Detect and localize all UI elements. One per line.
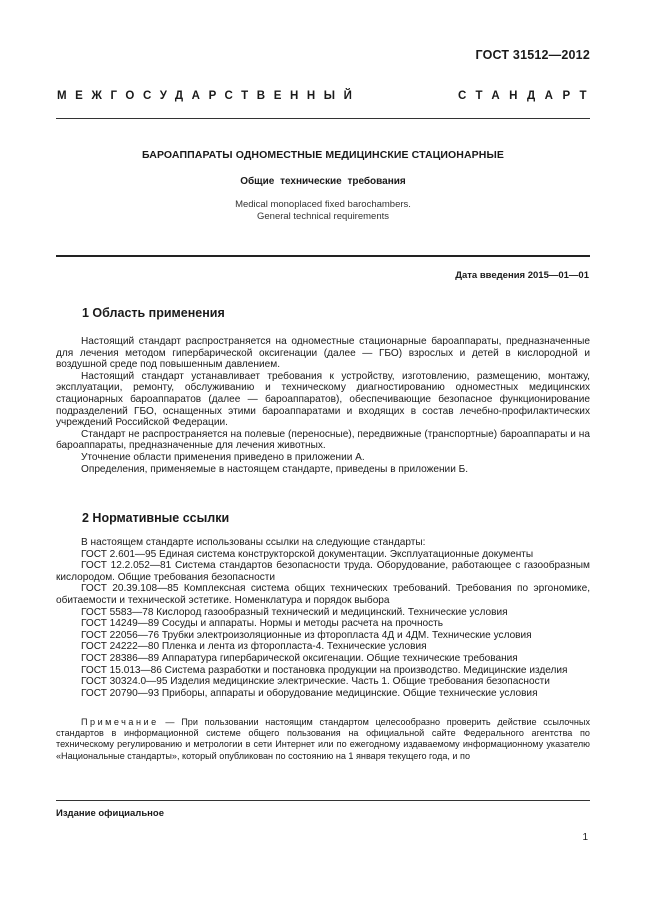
banner-interstate: МЕЖГОСУДАРСТВЕННЫЙ xyxy=(57,90,361,102)
reference-item: ГОСТ 22056—76 Трубки электроизоляционные из фторопласта 4Д и 4ДМ. Технические условия xyxy=(81,629,532,641)
english-title-line-2: General technical requirements xyxy=(256,211,389,222)
reference-item: ГОСТ 24222—80 Пленка и лента из фторопласта-4. Технические условия xyxy=(81,641,427,653)
reference-item: ГОСТ 28386—89 Аппаратура гипербарической оксигенации. Общие технические требования xyxy=(81,652,518,664)
section-body-scope xyxy=(56,336,590,475)
paragraph: Определения, применяемые в настоящем стандарте, приведены в приложении Б. xyxy=(81,463,469,475)
section-heading-references: 2 Нормативные ссылки xyxy=(82,511,230,525)
reference-item: ГОСТ 12.2.052—81 Система стандартов безопасности труда. Оборудование, работающее с газообразным кислородом. Общие требования безопасности xyxy=(56,560,590,583)
note-text: — При пользовании настоящим стандартом целесообразно проверить действие ссылочных стандартов в информационной системе общего пользования на официальной сайте Федерального агентства по техническому регулированию и метрологии в сети Интернет или по ежегодному издаваемому информационному указателю «Национальные стандарты», который опубликован по состоянию на 1 января текущего года, и по xyxy=(56,717,590,761)
page-number: 1 xyxy=(582,832,588,843)
reference-item: ГОСТ 30324.0—95 Изделия медицинские электрические. Часть 1. Общие требования безопасности xyxy=(81,676,550,688)
document-subtitle: Общие технические требования xyxy=(240,176,406,187)
official-edition-label: Издание официальное xyxy=(56,808,164,819)
paragraph: В настоящем стандарте использованы ссылки на следующие стандарты: xyxy=(81,537,426,548)
section-body-references xyxy=(56,537,590,699)
reference-item: ГОСТ 14249—89 Сосуды и аппараты. Нормы и методы расчета на прочность xyxy=(81,618,444,630)
document-title: БАРОАППАРАТЫ ОДНОМЕСТНЫЕ МЕДИЦИНСКИЕ СТАЦИОНАРНЫЕ xyxy=(142,149,504,161)
document-code: ГОСТ 31512—2012 xyxy=(475,48,590,62)
header-rule xyxy=(56,118,590,119)
reference-item: ГОСТ 15.013—86 Система разработки и постановка продукции на производство. Медицинские изделия xyxy=(81,664,568,676)
english-title-line-1: Medical monoplaced fixed barochambers. xyxy=(235,199,411,210)
banner-standard: СТАНДАРТ xyxy=(458,90,596,102)
reference-item: ГОСТ 20.39.108—85 Комплексная система общих технических требований. Требования по эргономике, обитаемости и технической эстетике. Номенклатура и порядок выбора xyxy=(56,583,590,606)
note xyxy=(56,717,590,762)
title-rule xyxy=(56,255,590,257)
paragraph: Настоящий стандарт распространяется на одноместные стационарные бароаппараты, предназначенные для лечения методом гипербарической оксигенации (далее — ГБО) взрослых и детей в кислородной и воздушной среде под повышенным давлением. xyxy=(56,336,590,371)
paragraph: Стандарт не распространяется на полевые (переносные), передвижные (транспортные) бароаппараты и на бароаппараты, предназначенные для лечения животных. xyxy=(56,428,590,452)
reference-item: ГОСТ 2.601—95 Единая система конструкторской документации. Эксплуатационные документы xyxy=(81,548,534,560)
section-heading-scope: 1 Область применения xyxy=(82,306,225,320)
note-label: Примечание xyxy=(81,717,159,727)
paragraph: Уточнение области применения приведено в приложении А. xyxy=(81,451,365,463)
paragraph: Настоящий стандарт устанавливает требования к устройству, изготовлению, размещению, монтажу, эксплуатации, ремонту, обслуживанию и техническому диагностированию одноместных медицинских стационарных бароаппаратов (далее — бароаппаратов), обеспечивающие безопасное функционирование подразделений ГБО, оснащенных этими бароаппаратами и входящих в состав лечебно-профилактических учреждений Российской Федерации. xyxy=(56,370,590,429)
reference-item: ГОСТ 20790—93 Приборы, аппараты и оборудование медицинские. Общие технические условия xyxy=(81,687,538,699)
footer-rule xyxy=(56,800,590,801)
reference-item: ГОСТ 5583—78 Кислород газообразный технический и медицинский. Технические условия xyxy=(81,606,508,618)
introduction-date: Дата введения 2015—01—01 xyxy=(455,270,589,281)
